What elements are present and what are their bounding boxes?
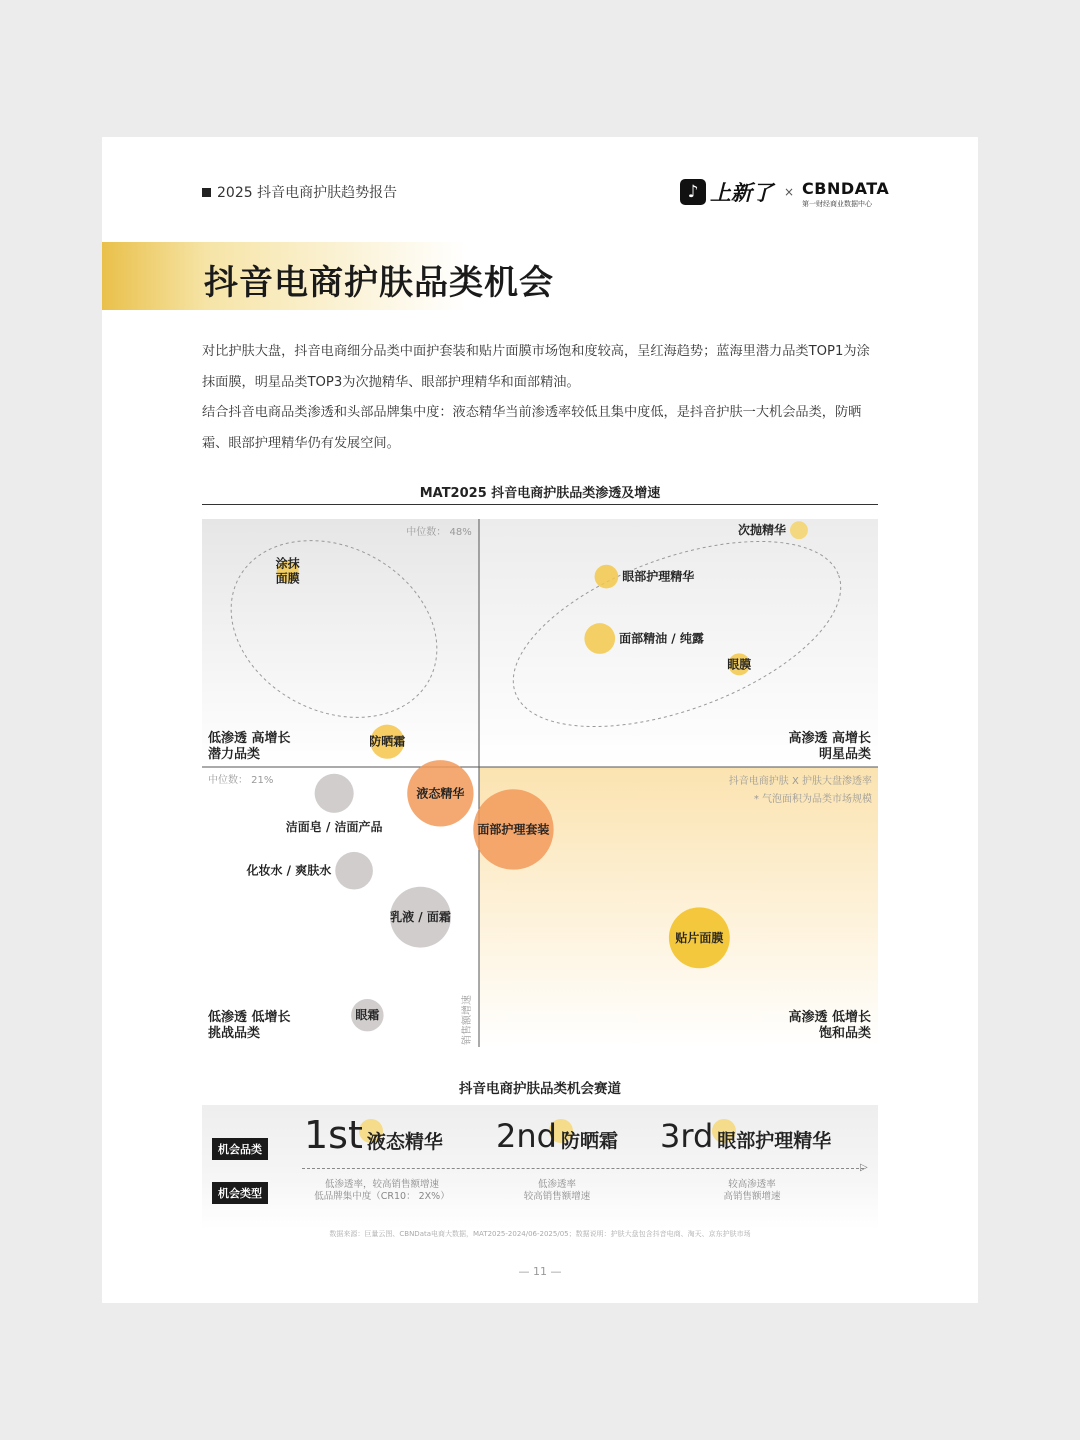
rank-3-desc [692,1179,812,1203]
logo-right-text: CBNDATA [802,179,890,198]
logo-separator: × [784,185,795,199]
logo-right-sub: 第一财经商业数据中心 [802,200,872,208]
rank-desc-line: 较高渗透率 [728,1179,776,1190]
tag-type: 机会类型 [212,1182,268,1204]
rank-category-name: 防晒霜 [560,1130,618,1152]
quadrant-label-top-left-1: 低渗透 高增长 [208,731,291,746]
page-title: 抖音电商护肤品类机会 [204,263,554,303]
rank-number: 3rd [660,1117,714,1155]
chart-title-rule [202,504,878,505]
bubble-label: 涂抹面膜 [275,556,300,586]
rank-desc-line: 高销售额增速 [723,1191,781,1202]
quadrant-label-bottom-right-1: 高渗透 低增长 [788,1010,871,1025]
arrow-right-icon: ▷ [860,1162,868,1173]
quadrant-label-bottom-left-2: 挑战品类 [208,1026,261,1041]
quadrant-label-top-right-1: 高渗透 高增长 [788,731,871,746]
bubble-label: 次抛精华 [737,523,786,538]
bubble-chart [202,519,878,1047]
bubble-label: 乳液 / 面霜 [390,910,451,925]
square-bullet-icon [202,188,211,197]
rank-desc-line: 低渗透率 [537,1179,576,1190]
quadrant-label-top-left-2: 潜力品类 [208,747,261,762]
rank-3 [660,1117,831,1155]
douyin-logo [680,177,773,207]
lanes-title: 抖音电商护肤品类机会赛道 [459,1081,621,1097]
bubble [790,521,808,539]
bubble-label: 防晒霜 [369,734,406,749]
bubble [584,623,615,654]
bubble-label: 眼膜 [727,657,752,672]
rank-2-desc [497,1179,617,1203]
bubble [595,565,619,589]
rank-number: 1st [304,1113,363,1157]
rank-desc-line: 较高销售额增速 [523,1191,591,1202]
quadrant-bg-top-left [202,519,479,767]
bubble-label: 眼部护理精华 [622,569,695,584]
report-header [202,182,397,202]
bubble-label: 液态精华 [416,786,465,801]
y-axis-label: 销售额增速 [462,995,473,1045]
cbndata-logo [802,179,889,209]
bubble [335,852,373,890]
bubble [315,774,354,813]
chart-title: MAT2025 抖音电商护肤品类渗透及增速 [419,486,661,501]
data-source: 数据来源：巨量云图、CBNData电商大数据，MAT2025-2024/06-2025/05；数据说明：护肤大盘包含抖音电商、淘天、京东护肤市场 [329,1230,751,1238]
opportunity-lanes [202,1105,878,1230]
intro-paragraph: 结合抖音电商品类渗透和头部品牌集中度：液态精华当前渗透率较低且集中度低，是抖音护肤一大机会品类，防晒霜、眼部护理精华仍有发展空间。 [202,405,862,451]
rank-category-name: 眼部护理精华 [717,1130,832,1152]
x-median-label: 中位数： 21% [208,775,274,786]
report-title: 2025 抖音电商护肤趋势报告 [217,185,398,201]
rank-2 [496,1117,618,1155]
y-median-label: 中位数： 48% [406,527,472,538]
bubble-label: 化妆水 / 爽肤水 [246,863,332,878]
x-axis-label: 抖音电商护肤 X 护肤大盘渗透率 [728,776,872,787]
rank-category-name: 液态精华 [366,1131,443,1153]
quadrant-label-bottom-left-1: 低渗透 低增长 [208,1010,291,1025]
tag-category: 机会品类 [212,1138,268,1160]
rank-1-desc [302,1179,462,1203]
douyin-note-icon: ♪ [680,179,706,205]
quadrant-label-bottom-right-2: 饱和品类 [818,1026,871,1041]
bubble-size-note: * 气泡面积为品类市场规模 [753,794,872,805]
rank-desc-line: 低渗透率，较高销售额增速 [324,1179,439,1190]
page-number: — 11 — [518,1265,562,1278]
rank-1 [304,1113,443,1157]
intro-paragraph: 对比护肤大盘，抖音电商细分品类中面护套装和贴片面膜市场饱和度较高，呈红海趋势；蓝海里潜力品类TOP1为涂抹面膜，明星品类TOP3为次抛精华、眼部护理精华和面部精油。 [202,344,870,390]
bubble-label: 洁面皂 / 洁面产品 [285,819,383,834]
report-page [102,137,978,1303]
intro-text [202,337,882,459]
bubble-label: 面部精油 / 纯露 [619,631,704,646]
lane-dashed-arrow [302,1168,864,1169]
bubble-label: 面部护理套装 [477,822,550,837]
bubble-label: 贴片面膜 [675,930,724,945]
quadrant-label-top-right-2: 明星品类 [818,747,871,762]
rank-desc-line: 低品牌集中度（CR10： 2X%） [314,1191,450,1202]
bubble-label: 眼霜 [355,1008,380,1023]
logo-left-text: 上新了 [710,181,773,205]
rank-number: 2nd [496,1117,557,1155]
